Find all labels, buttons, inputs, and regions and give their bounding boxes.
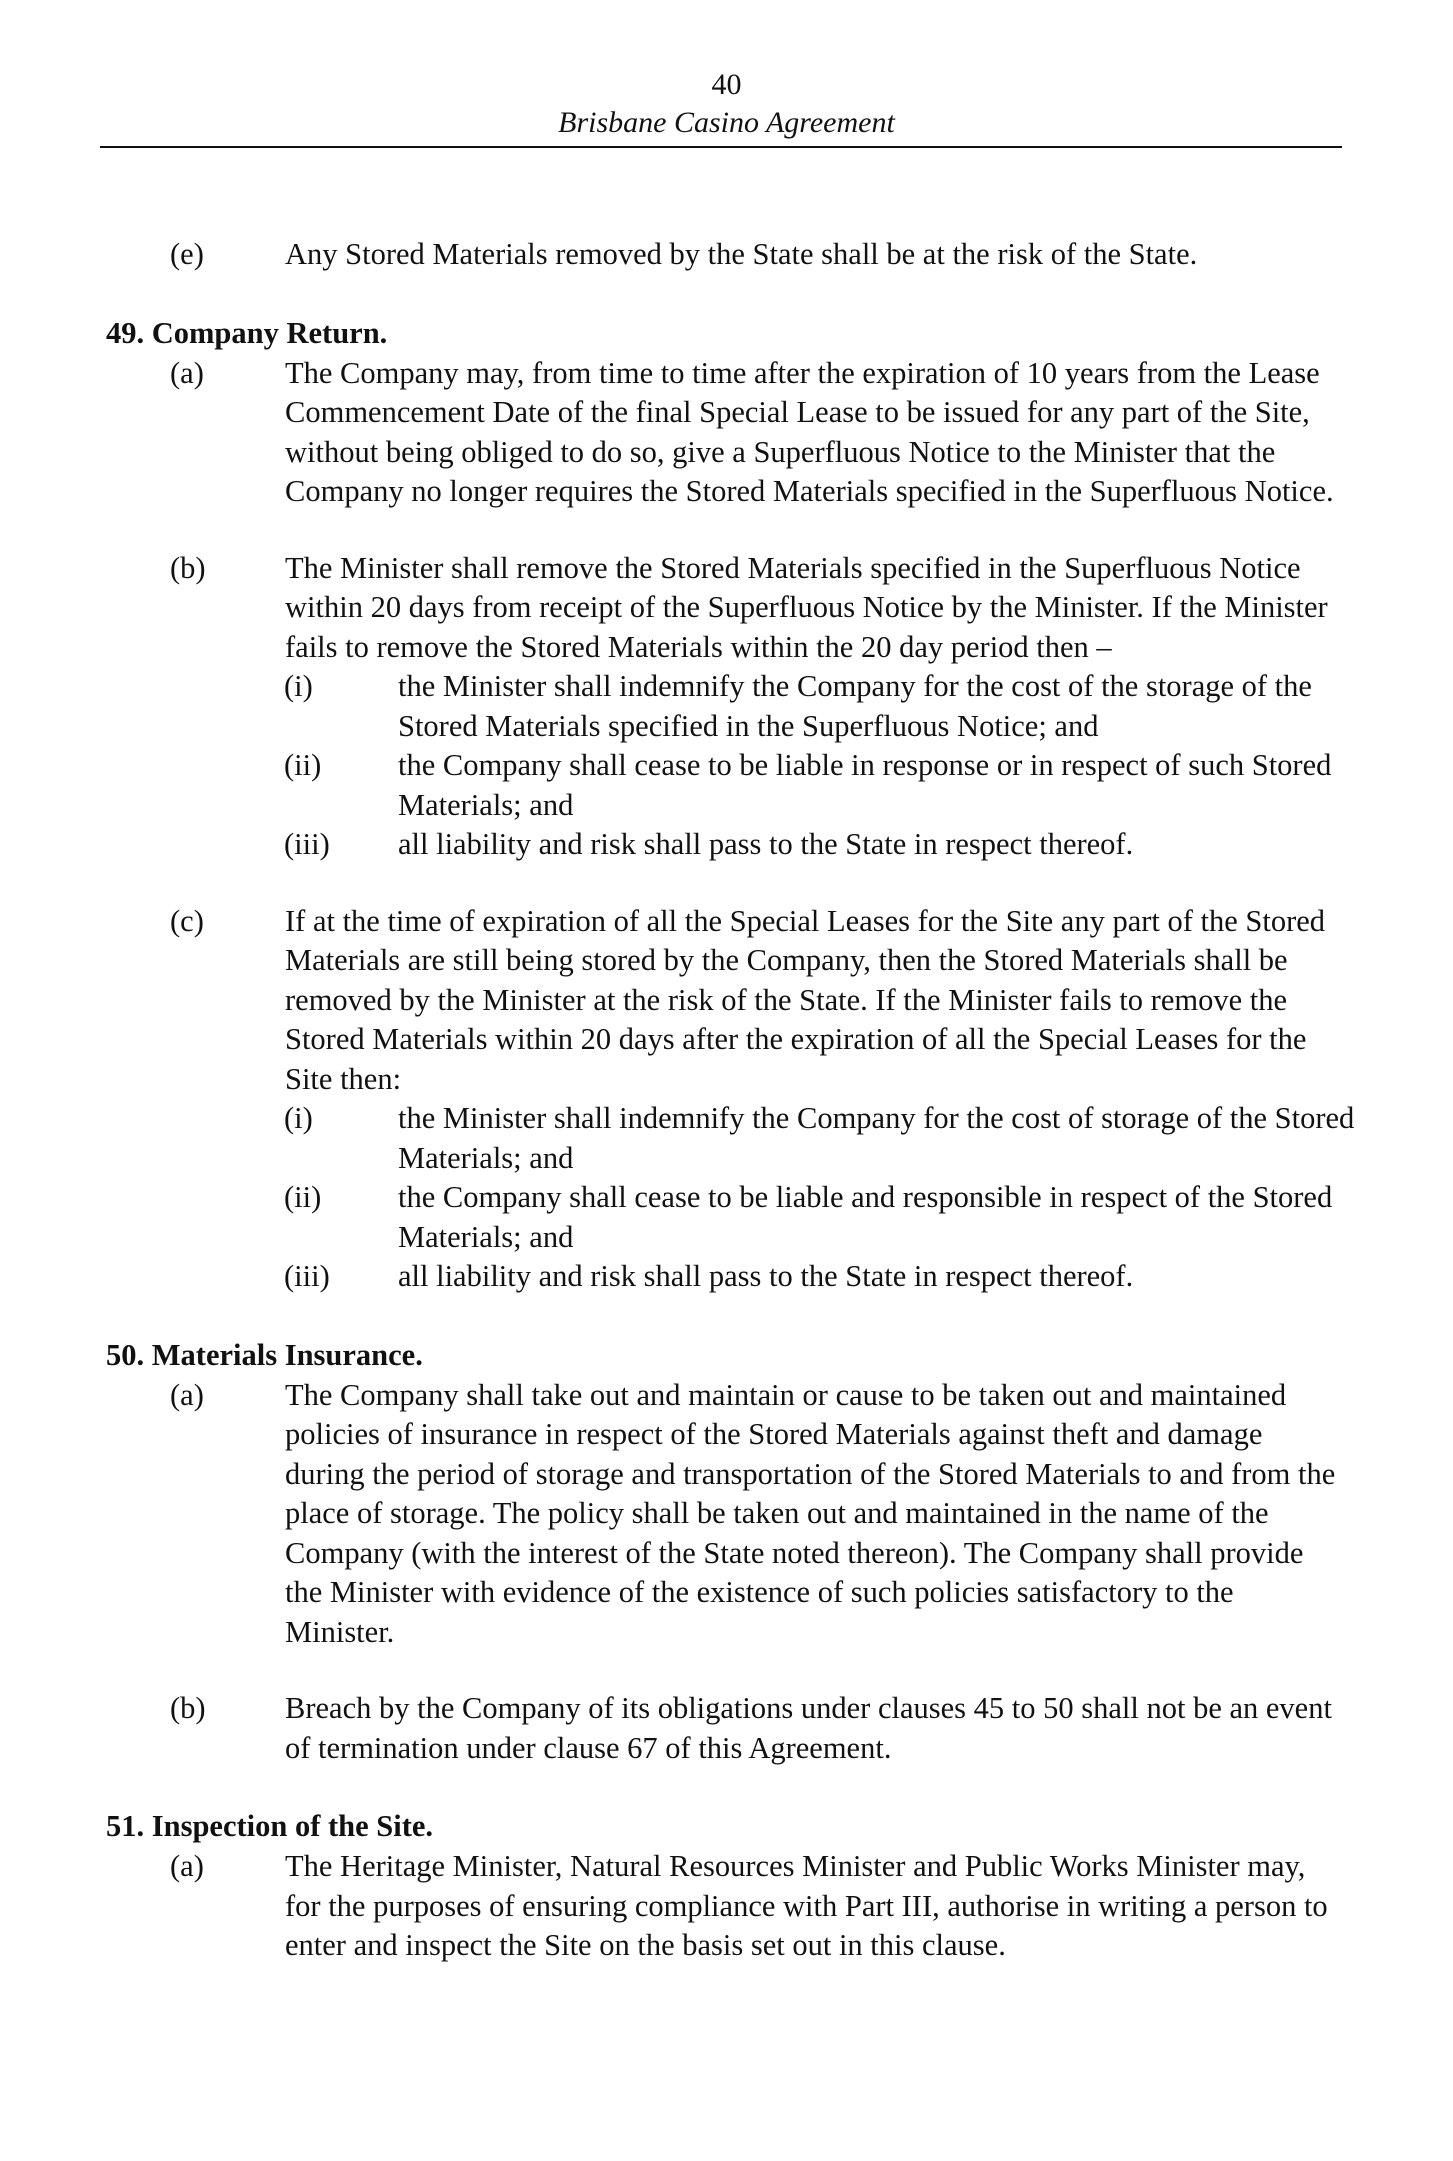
running-title: Brisbane Casino Agreement: [558, 106, 895, 139]
clause-51-heading: 51. Inspection of the Site.: [106, 1809, 434, 1843]
page-number: 40: [711, 68, 742, 101]
clause-text: Any Stored Materials removed by the State shall be at the risk of the State.: [285, 237, 1198, 271]
clause-50-a: [0, 1376, 1453, 1653]
subclause-label: (iii): [284, 827, 330, 861]
clause-label: (a): [170, 355, 204, 390]
clause-label: (c): [170, 903, 204, 938]
document-body: [0, 235, 1453, 1966]
subclause-text: the Minister shall indemnify the Company for the cost of storage of the Stored Materials; and: [398, 1101, 1355, 1175]
clause-text: Breach by the Company of its obligations under clauses 45 to 50 shall not be an event of termination under clause 67 of this Agreement.: [285, 1691, 1332, 1765]
subclause-text: all liability and risk shall pass to the State in respect thereof.: [398, 827, 1134, 861]
clause-text: The Heritage Minister, Natural Resources Minister and Public Works Minister may, for the purposes of ensuring compliance with Part III, authorise in writing a person to enter and inspect the Site on the basis set out in this clause.: [285, 1849, 1328, 1962]
clause-label: (b): [170, 550, 206, 585]
clause-label: (e): [170, 237, 204, 271]
clause-49-b-iii: [0, 825, 1453, 865]
clause-49-c: [0, 902, 1453, 1100]
clause-49-c-iii: [0, 1257, 1453, 1297]
clause-text: The Company shall take out and maintain or cause to be taken out and maintained policies of insurance in respect of the Stored Materials against theft and damage during the period of storage and transportation of the Stored Materials to and from the place of storage. The policy shall be taken out and maintained in the name of the Company (with the interest of the State noted thereon). The Company shall provide the Minister with evidence of the existence of such policies satisfactory to the Minister.: [285, 1377, 1336, 1649]
clause-text: The Company may, from time to time after the expiration of 10 years from the Lease Commencement Date of the final Special Lease to be issued for any part of the Site, without being obliged to do so, give a Superfluous Notice to the Minister that the Company no longer requires the Stored Materials specified in the Superfluous Notice.: [285, 355, 1334, 508]
clause-49-c-ii: [0, 1178, 1453, 1257]
subclause-text: all liability and risk shall pass to the State in respect thereof.: [398, 1259, 1134, 1293]
clause-49-b-ii: [0, 746, 1453, 825]
clause-49-b: [0, 549, 1453, 668]
header-rule: [100, 146, 1342, 148]
clause-text: If at the time of expiration of all the Special Leases for the Site any part of the Stored Materials are still being stored by the Company, then the Stored Materials shall be removed by the Minister at the risk of the State. If the Minister fails to remove the Stored Materials within 20 days after the expiration of all the Special Leases for the Site then:: [285, 903, 1326, 1096]
clause-51-a: [0, 1847, 1453, 1966]
clause-49-heading: 49. Company Return.: [106, 315, 388, 350]
clause-50-b: [0, 1689, 1453, 1768]
subclause-label: (ii): [284, 1180, 322, 1214]
clause-49-b-i: [0, 667, 1453, 746]
clause-49-c-i: [0, 1099, 1453, 1178]
clause-text: The Minister shall remove the Stored Materials specified in the Superfluous Notice within 20 days from receipt of the Superfluous Notice by the Minister. If the Minister fails to remove the Stored Materials within the 20 day period then –: [285, 550, 1328, 664]
clause-49-a: [0, 354, 1453, 512]
subclause-label: (ii): [284, 748, 322, 782]
clause-label: (a): [170, 1377, 204, 1412]
subclause-text: the Minister shall indemnify the Company for the cost of the storage of the Stored Materials specified in the Superfluous Notice; and: [398, 669, 1312, 743]
clause-label: (b): [170, 1691, 206, 1725]
clause-48-e: [0, 235, 1453, 275]
subclause-text: the Company shall cease to be liable and responsible in respect of the Stored Materials; and: [398, 1180, 1333, 1254]
subclause-label: (i): [284, 1101, 313, 1135]
subclause-label: (iii): [284, 1259, 330, 1293]
subclause-label: (i): [284, 669, 313, 703]
clause-label: (a): [170, 1849, 204, 1883]
subclause-text: the Company shall cease to be liable in response or in respect of such Stored Materials; and: [398, 748, 1332, 822]
clause-50-heading: 50. Materials Insurance.: [106, 1337, 423, 1372]
